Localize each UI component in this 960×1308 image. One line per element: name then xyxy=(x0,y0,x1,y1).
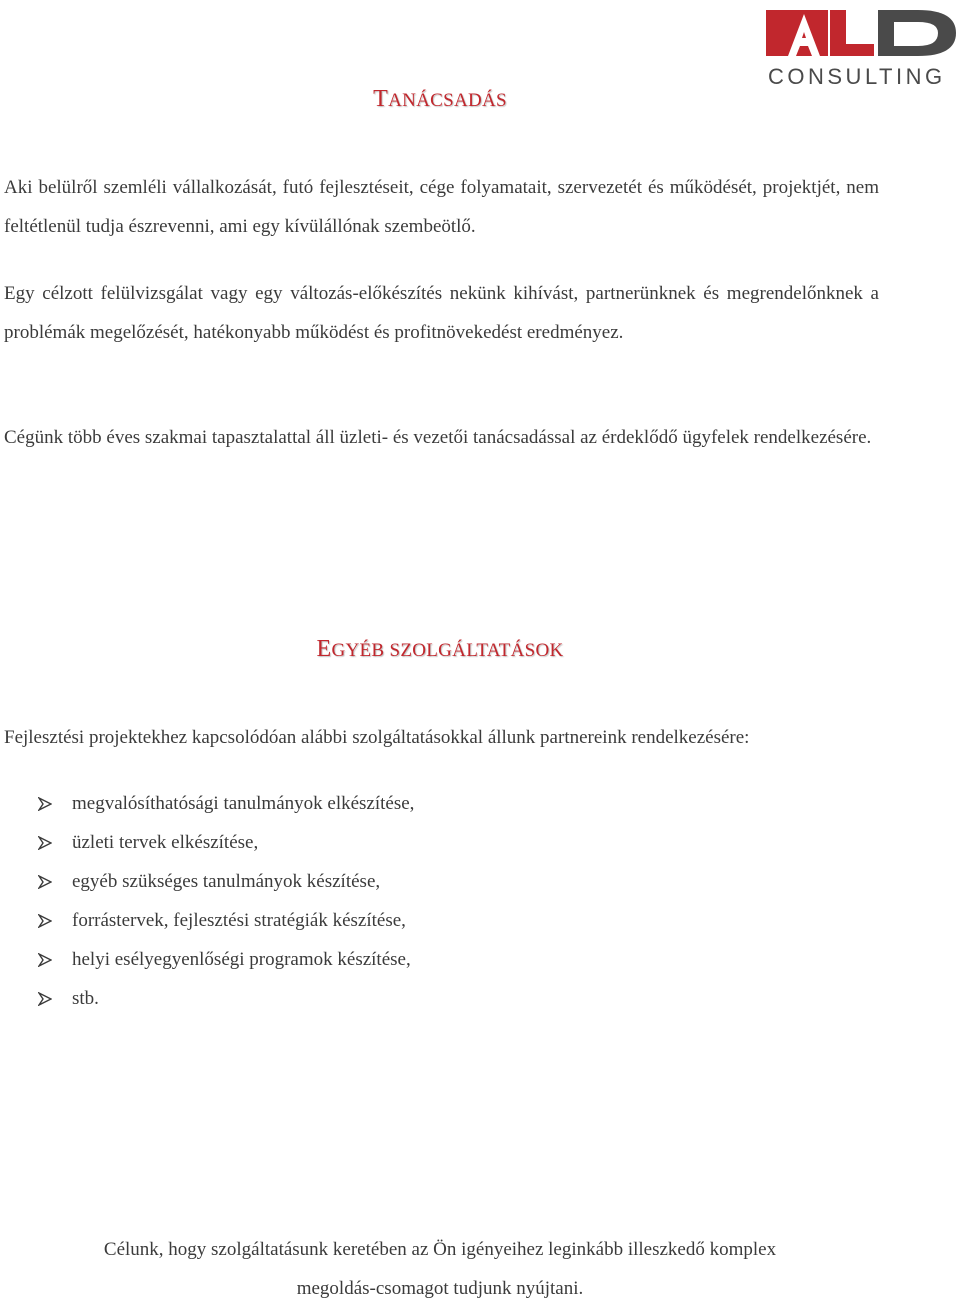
services-intro: Fejlesztési projektekhez kapcsolódóan alábbi szolgáltatásokkal állunk partnereink rendelkezésére: xyxy=(4,727,750,748)
list-item xyxy=(38,979,414,1018)
list-item xyxy=(38,940,414,979)
section-title-tanacsadas xyxy=(0,86,880,113)
list-item-text: megvalósíthatósági tanulmányok elkészítése, xyxy=(72,793,415,814)
title-initial: T xyxy=(373,86,389,112)
list-item-text: stb. xyxy=(72,988,99,1009)
closing-line-1: Célunk, hogy szolgáltatásunk keretében az Ön igényeihez leginkább illeszkedő komplex xyxy=(103,1239,777,1260)
arrow-bullet-icon xyxy=(38,953,72,967)
arrow-bullet-icon xyxy=(38,797,72,811)
title-initial: E xyxy=(316,636,332,662)
list-item xyxy=(38,901,414,940)
arrow-bullet-icon xyxy=(38,836,72,850)
paragraph-3: Cégünk több éves szakmai tapasztalattal áll üzleti- és vezetői tanácsadással az érdeklődő ügyfelek rendelkezésére. xyxy=(4,427,872,448)
section-title-egyeb-szolgaltatasok xyxy=(0,636,880,663)
list-item-text: egyéb szükséges tanulmányok készítése, xyxy=(72,871,381,892)
services-list xyxy=(38,784,414,1018)
list-item-text: üzleti tervek elkészítése, xyxy=(72,832,259,853)
title-part: SZOLGÁLTATÁSOK xyxy=(389,640,564,661)
list-item xyxy=(38,823,414,862)
arrow-bullet-icon xyxy=(38,992,72,1006)
logo-text: CONSULTING xyxy=(768,64,946,88)
arrow-bullet-icon xyxy=(38,914,72,928)
closing-line-2: megoldás-csomagot tudjunk nyújtani. xyxy=(296,1278,584,1299)
title-part: GYÉB xyxy=(331,640,390,661)
paragraph-2: Egy célzott felülvizsgálat vagy egy változás-előkészítés nekünk kihívást, partnerünknek és megrendelőnknek a problémák megelőzését, hatékonyabb működést és profitnövekedést eredményez. xyxy=(4,283,879,343)
arrow-bullet-icon xyxy=(38,875,72,889)
ad-consulting-logo xyxy=(766,8,958,88)
paragraph-1: Aki belülről szemléli vállalkozását, futó fejlesztéseit, cége folyamatait, szervezetét és működését, projektjét, nem feltétlenül tudja észrevenni, ami egy kívülállónak szembeötlő. xyxy=(4,177,879,237)
list-item xyxy=(38,784,414,823)
list-item xyxy=(38,862,414,901)
title-rest: ANÁCSADÁS xyxy=(388,90,507,111)
list-item-text: helyi esélyegyenlőségi programok készítése, xyxy=(72,949,411,970)
list-item-text: forrástervek, fejlesztési stratégiák készítése, xyxy=(72,910,406,931)
